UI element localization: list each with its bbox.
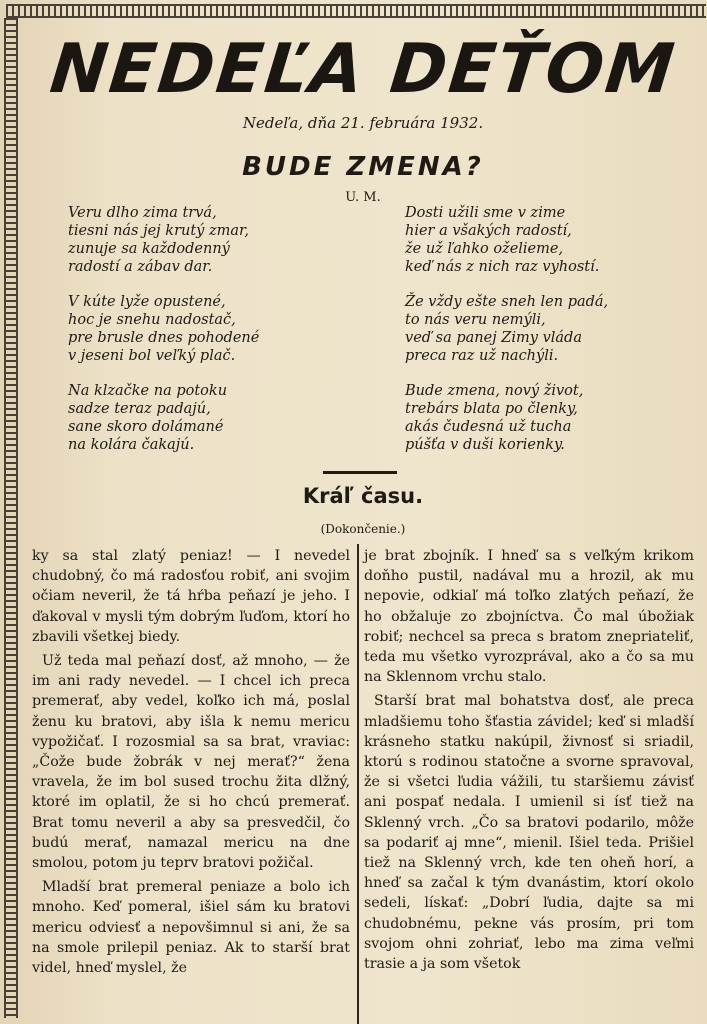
masthead-title: NEDEĽA DEŤOM — [46, 30, 680, 109]
paragraph: Mladší brat premeral peniaze a bolo ich mnoho. Keď pomeral, išiel sám ku bratovi mericu odviesť a nepovšimnul si ani, že sa na smole prilepil peniaz. Ak to starší brat videl, hneď myslel, že — [32, 879, 350, 977]
poem-line: v jeseni bol veľký plač. — [68, 348, 236, 364]
poem-line: sane skoro dolámané — [68, 419, 224, 435]
dateline: Nedeľa, dňa 21. februára 1932. — [242, 114, 484, 132]
poem-line: akás čudesná už tucha — [405, 419, 572, 435]
poem-line: hoc je snehu nadostač, — [68, 312, 236, 328]
poem-line: radostí a zábav dar. — [68, 259, 213, 275]
poem-stanza — [405, 204, 695, 276]
poem-stanza — [68, 293, 348, 365]
poem-column-right — [405, 204, 695, 471]
paragraph: Starší brat mal bohatstva dosť, ale preca mladšiemu toho šťastia závidel; keď si mladší krásneho statku nakúpil, živnosť si sriadil, ktorú s rodinou statočne a svorne spravoval, že si všetci ľudia vážili, tu staršiemu závisť ani pospať nedala. I umienil si ísť tiež na Sklenný vrch. „Čo sa bratovi podarilo, môže sa podariť aj mne“, mienil. Išiel teda. Prišiel tiež na Sklenný vrch, kde ten oheň horí, a hneď sa začal k tým dvanástim, ktorí okolo sedeli, lískať: „Dobrí ľudia, dajte sa mi chudobnému, pekne vás prosím, pri tom svojom ohni zohriať, lebo ma zima veľmi trasie a ja som všetok — [364, 693, 694, 973]
column-separator — [357, 544, 359, 1024]
poem-line: tiesni nás jej krutý zmar, — [68, 223, 249, 239]
poem-line: V kúte lyže opustené, — [68, 294, 226, 310]
poem-line: Dosti užili sme v zime — [405, 205, 566, 221]
paragraph: je brat zbojník. I hneď sa s veľkým krikom doňho pustil, nadával mu a hrozil, ak mu nepovie, odkiaľ má toľko zlatých peňazí, že ho obžaluje zo zbojníctva. Čo mal úbožiak robiť; nechcel sa preca s bratom znepriateliť, teda mu všetko vyrozprával, ako a čo sa mu na Sklennom vrchu stalo. — [364, 548, 694, 686]
poem-stanza — [68, 382, 348, 454]
ornamental-border-top — [6, 4, 706, 18]
poem-line: hier a všakých radostí, — [405, 223, 572, 239]
poem-line: preca raz už nachýli. — [405, 348, 559, 364]
poem-column-left — [68, 204, 348, 471]
paragraph: ky sa stal zlatý peniaz! — I nevedel chudobný, čo má radosťou robiť, ani svojim očiam neveril, že tá hŕba peňazí je jeho. I ďakoval v mysli tým dobrým ľuďom, ktorí ho zbavili všetkej biedy. — [32, 548, 350, 645]
poem-title: BUDE ZMENA? — [242, 152, 484, 182]
paragraph: Už teda mal peňazí dosť, až mnoho, — že im ani rady nevedel. — I chcel ich preca premerať, aby vedel, koľko ich má, poslal ženu ku bratovi, aby išla k nemu mericu vypožičať. I rozosmial sa sa brat, vraviac: „Čože bude žobrák v nej merať?“ žena vravela, že im bol sused trochu žita dlžný, ktoré im oplatil, že si ho chcú premerať. Brat tomu neveril a aby sa presvedčil, čo budú merať, namazal mericu na dne smolou, potom ju teprv bratovi požičal. — [32, 653, 350, 872]
poem-stanza — [405, 293, 695, 365]
poem-line: na kolára čakajú. — [68, 437, 195, 453]
poem-line: Veru dlho zima trvá, — [68, 205, 217, 221]
story-title: Kráľ času. — [302, 484, 424, 508]
section-divider — [323, 471, 397, 474]
poem-line: zunuje sa každodenný — [68, 241, 230, 257]
poem-line: to nás veru nemýli, — [405, 312, 546, 328]
poem-line: Bude zmena, nový život, — [405, 383, 584, 399]
poem-line: že už ľahko oželieme, — [405, 241, 564, 257]
story-column-right — [364, 546, 694, 978]
poem-line: sadze teraz padajú, — [68, 401, 211, 417]
poem-line: keď nás z nich raz vyhostí. — [405, 259, 600, 275]
poem-stanza — [405, 382, 695, 454]
poem-line: Že vždy ešte sneh len padá, — [405, 294, 609, 310]
poem-line: pre brusle dnes pohodené — [68, 330, 260, 346]
story-subtitle: (Dokončenie.) — [320, 522, 406, 536]
poem-line: veď sa panej Zimy vláda — [405, 330, 582, 346]
poem-line: púšťa v duši korienky. — [405, 437, 565, 453]
poem-line: Na klzačke na potoku — [68, 383, 228, 399]
poem-line: trebárs blata po členky, — [405, 401, 578, 417]
poem-stanza — [68, 204, 348, 276]
ornamental-border-left — [4, 18, 18, 1018]
poem-author: U. M. — [345, 190, 381, 205]
story-column-left — [32, 546, 350, 982]
